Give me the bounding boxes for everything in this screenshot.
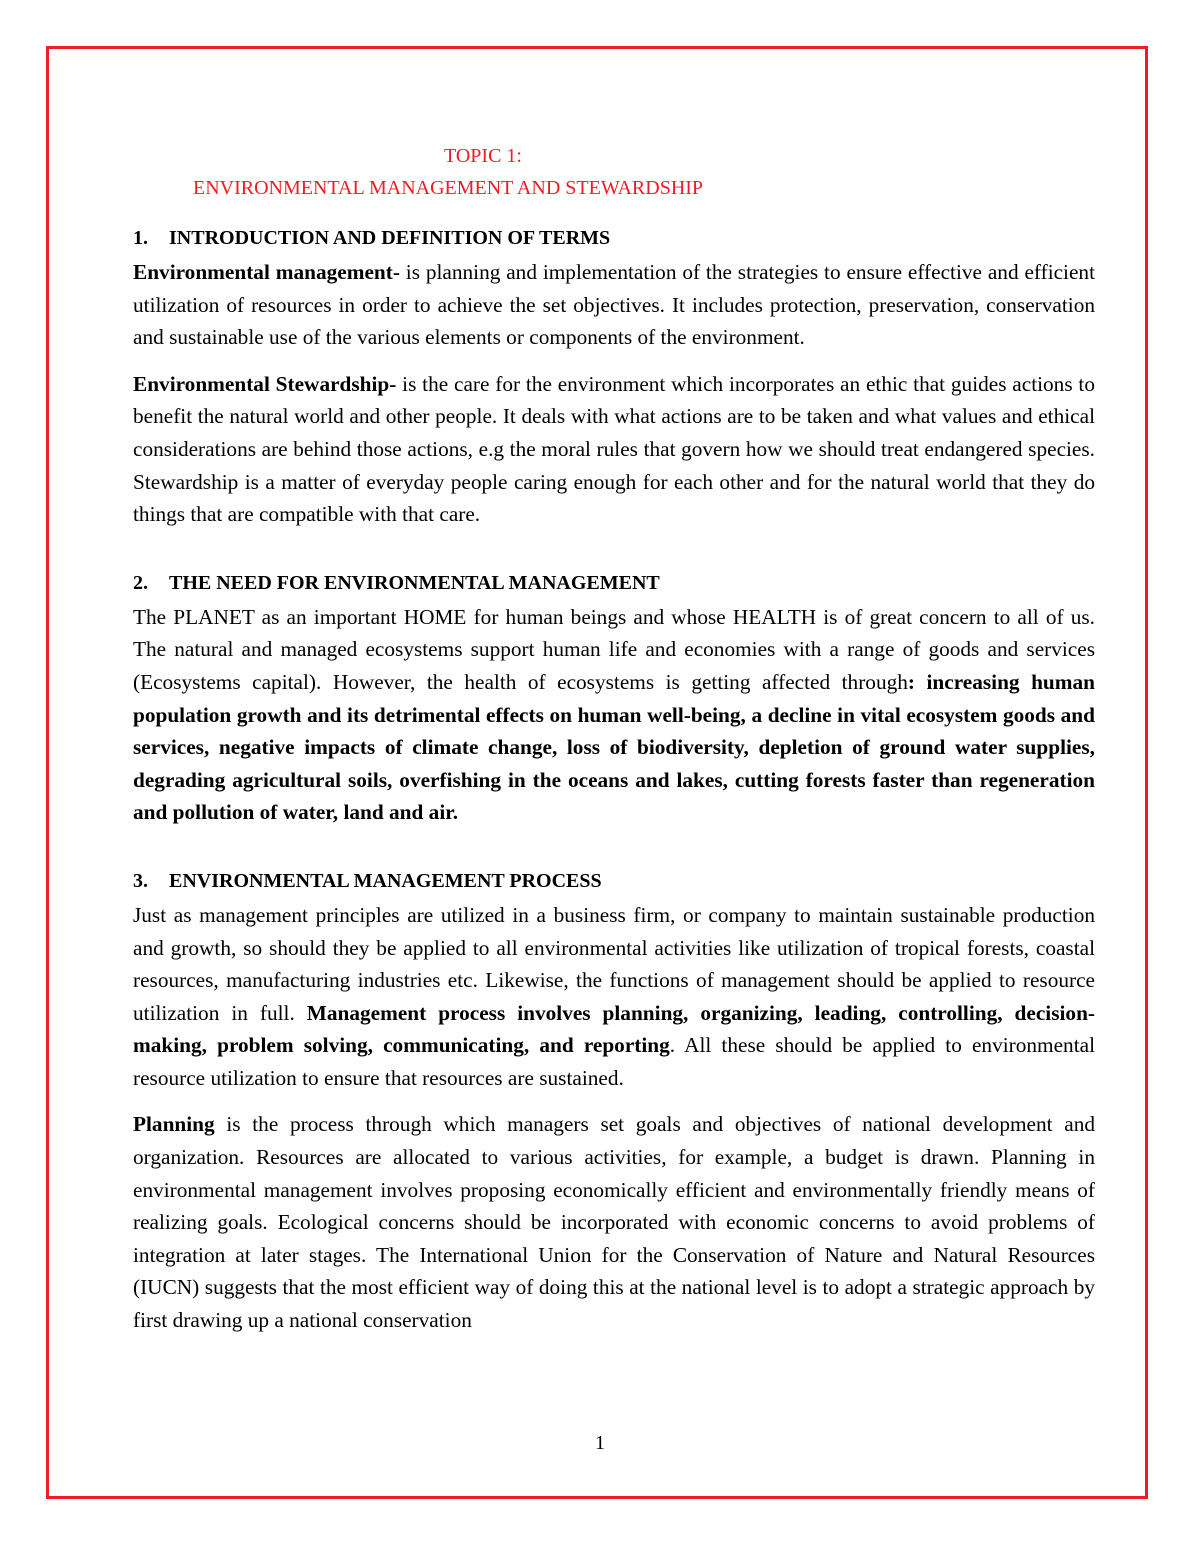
term-planning: Planning <box>133 1112 215 1137</box>
term-environmental-management: Environmental management- <box>133 260 400 284</box>
paragraph-emphasis: : increasing human population growth and its detrimental effects on human well-being, a decline in vital ecosystem goods and services, negative impacts of climate change, loss of biodiversity, depletion of ground water supplies, degrading agricultural soils, overfishing in the oceans and lakes, cutting forests faster than regeneration and pollution of water, land and air. <box>133 669 1095 825</box>
section-3-number: 3. <box>133 869 148 892</box>
document-body <box>133 140 1095 1351</box>
section-1-title: INTRODUCTION AND DEFINITION OF TERMS <box>169 227 611 249</box>
section-3-heading <box>133 865 1095 897</box>
definition-text: is planning and implementation of the strategies to ensure effective and efficient utilization of resources in order to achieve the set objectives. It includes protection, preservation, conservation and sustainable use of the various elements or components of the environment. <box>133 260 1095 350</box>
section-3-title: ENVIRONMENTAL MANAGEMENT PROCESS <box>169 869 602 892</box>
definition-environmental-stewardship <box>133 368 1095 531</box>
paragraph-text: Just as management principles are utilized in a business firm, or company to maintain sustainable production and growth, so should they be applied to all environmental activities like utilization of tropical forests, coastal resources, manufacturing industries etc. Likewise, the functions of management should be applied to resource utilization in full. <box>133 902 1095 1025</box>
section-2-heading <box>133 567 1095 599</box>
topic-title: ENVIRONMENTAL MANAGEMENT AND STEWARDSHIP <box>193 177 704 199</box>
section-1-number: 1. <box>133 227 148 249</box>
paragraph-text-tail: . All these should be applied to environmental resource utilization to ensure that resources are sustained. <box>133 1033 1095 1090</box>
planning-paragraph <box>133 1108 1095 1336</box>
paragraph-emphasis: Management process involves planning, organizing, leading, controlling, decision-making, problem solving, communicating, and reporting <box>133 1000 1095 1058</box>
section-2-paragraph <box>133 601 1095 829</box>
document-title <box>133 140 1095 204</box>
definition-text: is the care for the environment which incorporates an ethic that guides actions to benefit the natural world and other people. It deals with what actions are to be taken and what values and ethical considerations are behind those actions, e.g the moral rules that govern how we should treat endangered species. Stewardship is a matter of everyday people caring enough for each other and for the natural world that they do things that are compatible with that care. <box>133 371 1095 527</box>
page-number: 1 <box>595 1432 605 1454</box>
paragraph-text: The PLANET as an important HOME for human beings and whose HEALTH is of great concern to all of us. The natural and managed ecosystems support human life and economies with a range of goods and services (Ecosystems capital). However, the health of ecosystems is getting affected through <box>133 604 1095 694</box>
definition-environmental-management <box>133 256 1095 354</box>
section-2-title: THE NEED FOR ENVIRONMENTAL MANAGEMENT <box>169 571 660 594</box>
topic-label: TOPIC 1: <box>444 145 522 167</box>
section-2-number: 2. <box>133 571 148 594</box>
paragraph-text: is the process through which managers set goals and objectives of national development and organization. Resources are allocated to various activities, for example, a budget is drawn. Planning in environmental management involves proposing economically efficient and environmentally friendly means of realizing goals. Ecological concerns should be incorporated with economic concerns to avoid problems of integration at later stages. The International Union for the Conservation of Nature and Natural Resources (IUCN) suggests that the most efficient way of doing this at the national level is to adopt a strategic approach by first drawing up a national conservation <box>133 1112 1095 1333</box>
term-environmental-stewardship: Environmental Stewardship- <box>133 371 397 396</box>
section-3-paragraph <box>133 899 1095 1095</box>
section-1-heading <box>133 222 1095 254</box>
